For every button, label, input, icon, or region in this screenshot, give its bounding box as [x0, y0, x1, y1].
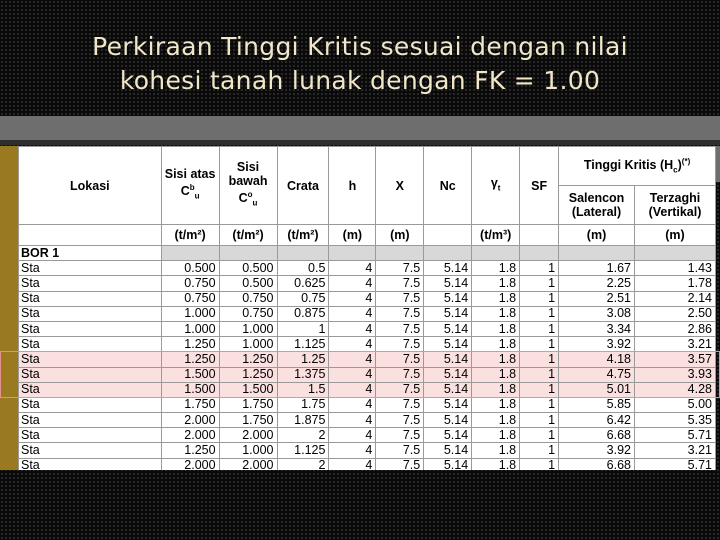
cell-lokasi: Sta — [19, 306, 162, 321]
cell-terzaghi: 2.14 — [635, 291, 716, 306]
cell-nc: 5.14 — [424, 337, 472, 352]
cell-crata: 1 — [277, 321, 329, 336]
cell-lokasi: Sta — [19, 352, 162, 367]
cell-sisi-atas: 1.250 — [161, 337, 219, 352]
cell-gamma: 1.8 — [472, 321, 520, 336]
cell-sisi-atas: 1.750 — [161, 397, 219, 412]
cell-salencon: 5.85 — [559, 397, 635, 412]
cell-salencon: 2.25 — [559, 276, 635, 291]
table-row — [19, 321, 716, 336]
cell-x: 7.5 — [376, 382, 424, 397]
table-row — [19, 276, 716, 291]
cell-gamma: 1.8 — [472, 443, 520, 458]
title-line-1: Perkiraan Tinggi Kritis sesuai dengan nilai — [92, 32, 628, 61]
header-nc: Nc — [424, 147, 472, 225]
cell-lokasi: Sta — [19, 261, 162, 276]
cell-x: 7.5 — [376, 443, 424, 458]
cell-crata: 0.75 — [277, 291, 329, 306]
cell-sf: 1 — [520, 428, 559, 443]
decorative-band — [0, 116, 720, 140]
cell-sf: 1 — [520, 443, 559, 458]
cell-h: 4 — [329, 397, 376, 412]
cell-sisi-atas: 2.000 — [161, 413, 219, 428]
cell-lokasi: Sta — [19, 428, 162, 443]
cell-salencon: 4.18 — [559, 352, 635, 367]
cell-x: 7.5 — [376, 291, 424, 306]
cell-sisi-bawah: 0.500 — [219, 261, 277, 276]
accent-bar — [0, 146, 18, 470]
cell-terzaghi: 1.43 — [635, 261, 716, 276]
cell-x: 7.5 — [376, 321, 424, 336]
cell-crata: 2 — [277, 428, 329, 443]
cell-sisi-bawah: 1.750 — [219, 397, 277, 412]
cell-lokasi: Sta — [19, 413, 162, 428]
cell-sf: 1 — [520, 397, 559, 412]
table-row — [19, 337, 716, 352]
cell-gamma: 1.8 — [472, 413, 520, 428]
cell-sisi-bawah: 0.500 — [219, 276, 277, 291]
cell-x: 7.5 — [376, 352, 424, 367]
critical-height-table-container — [18, 146, 716, 470]
cell-h: 4 — [329, 276, 376, 291]
cell-nc: 5.14 — [424, 276, 472, 291]
cell-nc: 5.14 — [424, 382, 472, 397]
cell-nc: 5.14 — [424, 397, 472, 412]
unit-sisi-atas: (t/m²) — [161, 225, 219, 246]
unit-x: (m) — [376, 225, 424, 246]
header-sisi-bawah: Sisi bawah $C^o_u$ — [219, 147, 277, 225]
cell-sisi-bawah: 2.000 — [219, 428, 277, 443]
cell-lokasi: Sta — [19, 397, 162, 412]
cell-h: 4 — [329, 337, 376, 352]
header-salencon: Salencon (Lateral) — [559, 186, 635, 225]
cell-crata: 0.5 — [277, 261, 329, 276]
unit-nc — [424, 225, 472, 246]
cell-sf: 1 — [520, 382, 559, 397]
header-sf: SF — [520, 147, 559, 225]
cell-gamma: 1.8 — [472, 352, 520, 367]
cell-lokasi: Sta — [19, 337, 162, 352]
cell-lokasi: Sta — [19, 382, 162, 397]
cell-terzaghi: 1.78 — [635, 276, 716, 291]
cell-gamma: 1.8 — [472, 276, 520, 291]
cell-sisi-atas: 0.750 — [161, 276, 219, 291]
table-row — [19, 306, 716, 321]
table-row — [19, 428, 716, 443]
cell-x: 7.5 — [376, 367, 424, 382]
table-row — [19, 397, 716, 412]
cell-sisi-atas: 0.500 — [161, 261, 219, 276]
cell-x: 7.5 — [376, 276, 424, 291]
cell-gamma: 1.8 — [472, 367, 520, 382]
cell-sisi-atas: 1.000 — [161, 306, 219, 321]
cell-terzaghi: 2.50 — [635, 306, 716, 321]
cell-crata: 1.75 — [277, 397, 329, 412]
cell-crata: 1.25 — [277, 352, 329, 367]
cell-gamma: 1.8 — [472, 428, 520, 443]
title-line-2: kohesi tanah lunak dengan FK = 1.00 — [119, 66, 601, 95]
unit-crata: (t/m²) — [277, 225, 329, 246]
cell-salencon: 3.92 — [559, 337, 635, 352]
cell-x: 7.5 — [376, 337, 424, 352]
cell-gamma: 1.8 — [472, 458, 520, 470]
cell-salencon: 1.67 — [559, 261, 635, 276]
cell-sf: 1 — [520, 321, 559, 336]
unit-h: (m) — [329, 225, 376, 246]
table-row — [19, 367, 716, 382]
table-row — [19, 352, 716, 367]
cell-crata: 1.125 — [277, 443, 329, 458]
decorative-band-shadow — [0, 140, 720, 145]
cell-terzaghi: 3.21 — [635, 443, 716, 458]
cell-terzaghi: 5.35 — [635, 413, 716, 428]
cell-sisi-atas: 2.000 — [161, 428, 219, 443]
cell-sisi-bawah: 1.000 — [219, 321, 277, 336]
unit-sf — [520, 225, 559, 246]
header-h: h — [329, 147, 376, 225]
cell-x: 7.5 — [376, 413, 424, 428]
cell-crata: 0.875 — [277, 306, 329, 321]
unit-gamma: (t/m³) — [472, 225, 520, 246]
cell-h: 4 — [329, 382, 376, 397]
cell-sf: 1 — [520, 367, 559, 382]
cell-lokasi: Sta — [19, 458, 162, 470]
cell-gamma: 1.8 — [472, 261, 520, 276]
cell-crata: 1.125 — [277, 337, 329, 352]
table-row — [19, 291, 716, 306]
cell-crata: 1.875 — [277, 413, 329, 428]
unit-sisi-bawah: (t/m²) — [219, 225, 277, 246]
cell-x: 7.5 — [376, 397, 424, 412]
cell-crata: 2 — [277, 458, 329, 470]
table-body — [19, 246, 716, 471]
cell-sisi-bawah: 0.750 — [219, 306, 277, 321]
slide-title — [0, 30, 720, 98]
cell-sisi-bawah: 0.750 — [219, 291, 277, 306]
cell-h: 4 — [329, 367, 376, 382]
cell-nc: 5.14 — [424, 352, 472, 367]
cell-sisi-atas: 1.250 — [161, 443, 219, 458]
cell-h: 4 — [329, 306, 376, 321]
cell-sf: 1 — [520, 413, 559, 428]
cell-terzaghi: 5.71 — [635, 458, 716, 470]
cell-terzaghi: 4.28 — [635, 382, 716, 397]
table-row — [19, 443, 716, 458]
section-label: BOR 1 — [19, 246, 162, 261]
cell-sisi-atas: 0.750 — [161, 291, 219, 306]
cell-h: 4 — [329, 261, 376, 276]
cell-sf: 1 — [520, 337, 559, 352]
cell-gamma: 1.8 — [472, 397, 520, 412]
critical-height-table — [18, 146, 716, 470]
cell-sf: 1 — [520, 276, 559, 291]
cell-h: 4 — [329, 443, 376, 458]
cell-salencon: 3.34 — [559, 321, 635, 336]
cell-lokasi: Sta — [19, 321, 162, 336]
cell-gamma: 1.8 — [472, 382, 520, 397]
cell-sf: 1 — [520, 458, 559, 470]
cell-nc: 5.14 — [424, 261, 472, 276]
cell-terzaghi: 3.21 — [635, 337, 716, 352]
cell-nc: 5.14 — [424, 367, 472, 382]
cell-sisi-atas: 2.000 — [161, 458, 219, 470]
cell-h: 4 — [329, 413, 376, 428]
cell-sisi-bawah: 1.000 — [219, 443, 277, 458]
cell-x: 7.5 — [376, 261, 424, 276]
cell-salencon: 6.42 — [559, 413, 635, 428]
unit-salencon: (m) — [559, 225, 635, 246]
cell-h: 4 — [329, 321, 376, 336]
cell-sisi-bawah: 1.250 — [219, 367, 277, 382]
header-terzaghi: Terzaghi (Vertikal) — [635, 186, 716, 225]
cell-x: 7.5 — [376, 428, 424, 443]
cell-terzaghi: 5.71 — [635, 428, 716, 443]
cell-sf: 1 — [520, 261, 559, 276]
cell-sf: 1 — [520, 352, 559, 367]
table-row — [19, 261, 716, 276]
cell-nc: 5.14 — [424, 443, 472, 458]
cell-salencon: 3.08 — [559, 306, 635, 321]
cell-sisi-bawah: 1.500 — [219, 382, 277, 397]
cell-gamma: 1.8 — [472, 291, 520, 306]
cell-sisi-bawah: 2.000 — [219, 458, 277, 470]
cell-terzaghi: 5.00 — [635, 397, 716, 412]
cell-x: 7.5 — [376, 458, 424, 470]
cell-sisi-atas: 1.250 — [161, 352, 219, 367]
cell-sf: 1 — [520, 291, 559, 306]
header-x: X — [376, 147, 424, 225]
header-lokasi: Lokasi — [19, 147, 162, 225]
cell-gamma: 1.8 — [472, 306, 520, 321]
cell-salencon: 6.68 — [559, 458, 635, 470]
cell-sf: 1 — [520, 306, 559, 321]
cell-salencon: 6.68 — [559, 428, 635, 443]
cell-h: 4 — [329, 352, 376, 367]
cell-terzaghi: 2.86 — [635, 321, 716, 336]
cell-crata: 1.375 — [277, 367, 329, 382]
unit-terzaghi: (m) — [635, 225, 716, 246]
cell-nc: 5.14 — [424, 428, 472, 443]
cell-nc: 5.14 — [424, 291, 472, 306]
table-row — [19, 458, 716, 470]
cell-lokasi: Sta — [19, 291, 162, 306]
cell-terzaghi: 3.57 — [635, 352, 716, 367]
cell-h: 4 — [329, 291, 376, 306]
cell-sisi-bawah: 1.750 — [219, 413, 277, 428]
header-gamma: $\gamma_t$ — [472, 147, 520, 225]
cell-lokasi: Sta — [19, 367, 162, 382]
cell-sisi-bawah: 1.000 — [219, 337, 277, 352]
cell-nc: 5.14 — [424, 413, 472, 428]
cell-nc: 5.14 — [424, 306, 472, 321]
cell-salencon: 2.51 — [559, 291, 635, 306]
header-crata: Crata — [277, 147, 329, 225]
section-row — [19, 246, 716, 261]
cell-h: 4 — [329, 458, 376, 470]
cell-terzaghi: 3.93 — [635, 367, 716, 382]
cell-salencon: 5.01 — [559, 382, 635, 397]
cell-salencon: 4.75 — [559, 367, 635, 382]
cell-sisi-atas: 1.000 — [161, 321, 219, 336]
cell-sisi-atas: 1.500 — [161, 367, 219, 382]
unit-lokasi — [19, 225, 162, 246]
cell-salencon: 3.92 — [559, 443, 635, 458]
cell-x: 7.5 — [376, 306, 424, 321]
cell-h: 4 — [329, 428, 376, 443]
cell-lokasi: Sta — [19, 276, 162, 291]
cell-sisi-bawah: 1.250 — [219, 352, 277, 367]
cell-crata: 0.625 — [277, 276, 329, 291]
table-row — [19, 413, 716, 428]
cell-gamma: 1.8 — [472, 337, 520, 352]
cell-sisi-atas: 1.500 — [161, 382, 219, 397]
table-row — [19, 382, 716, 397]
cell-nc: 5.14 — [424, 458, 472, 470]
cell-lokasi: Sta — [19, 443, 162, 458]
header-sisi-atas: Sisi atas $C^b_u$ — [161, 147, 219, 225]
cell-nc: 5.14 — [424, 321, 472, 336]
header-tinggi-kritis: Tinggi Kritis $(H_c)^{(*)}$ — [559, 147, 716, 186]
cell-crata: 1.5 — [277, 382, 329, 397]
